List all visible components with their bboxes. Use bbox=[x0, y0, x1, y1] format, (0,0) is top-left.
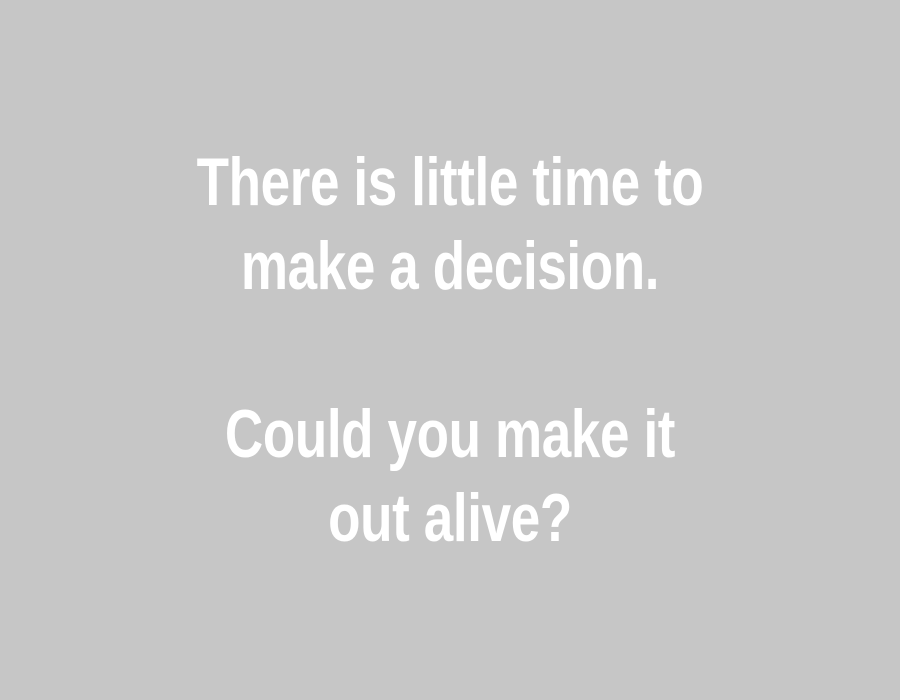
message-line-2: make a decision. bbox=[240, 228, 660, 304]
message-line-3: Could you make it bbox=[224, 396, 676, 472]
message-line-1: There is little time to bbox=[196, 144, 704, 220]
message-line-4: out alive? bbox=[328, 480, 572, 556]
